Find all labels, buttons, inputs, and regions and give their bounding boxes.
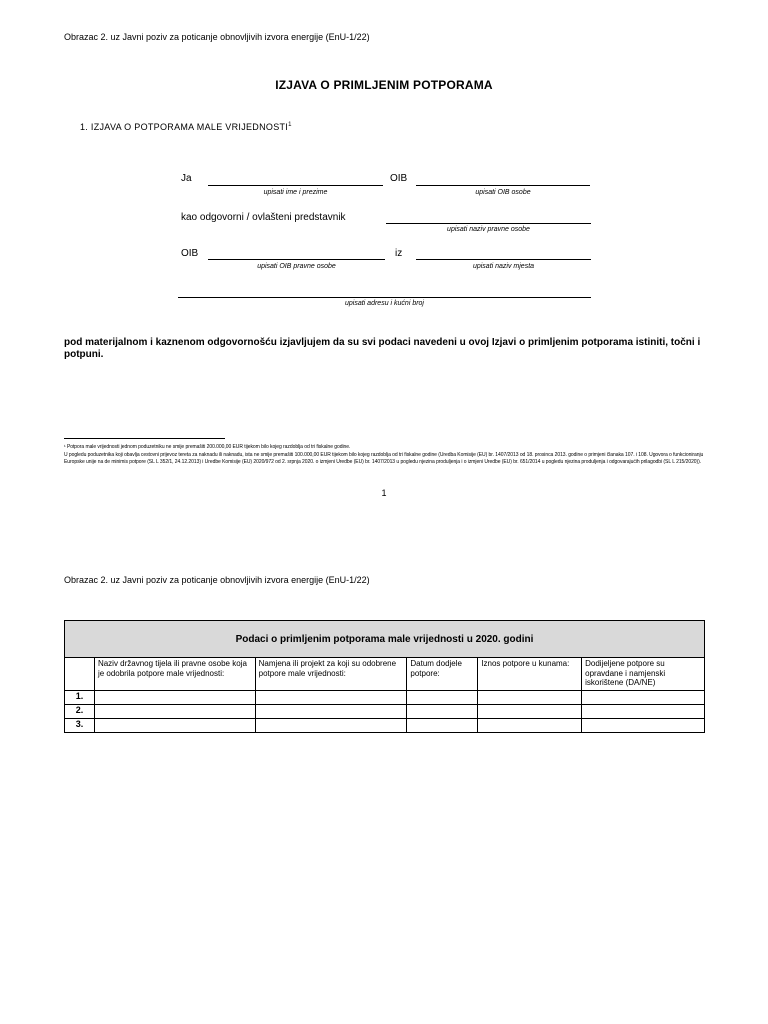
col-header-justified: Dodijeljene potpore su opravdane i namjenski iskorištene (DA/NE) xyxy=(582,658,705,691)
declaration-text: pod materijalnom i kaznenom odgovornošću izjavljujem da su svi podaci navedeni u ovoj Izjavi o primljenim potporama istiniti, točni i potpuni. xyxy=(64,337,701,360)
entity-oib-input-line[interactable] xyxy=(208,259,385,260)
table-row xyxy=(65,719,705,733)
place-hint: upisati naziv mjesta xyxy=(472,263,535,270)
footnote-separator xyxy=(64,438,225,439)
form-header-page2: Obrazac 2. uz Javni poziv za poticanje obnovljivih izvora energije (EnU-1/22) xyxy=(64,575,370,585)
cell-date[interactable] xyxy=(407,691,478,705)
table-row xyxy=(65,705,705,719)
iz-label: iz xyxy=(395,248,403,259)
col-header-authority: Naziv državnog tijela ili pravne osobe koja je odobrila potpore male vrijednosti: xyxy=(94,658,255,691)
cell-amount[interactable] xyxy=(478,705,582,719)
cell-authority[interactable] xyxy=(94,705,255,719)
page-title: IZJAVA O PRIMLJENIM POTPORAMA xyxy=(275,78,493,92)
cell-amount[interactable] xyxy=(478,691,582,705)
footnote-line-2: U pogledu poduzetnika koji obavlja cestovni prijevoz tereta za naknadu ili naknadu, ista ne smije premašiti 100.000,00 EUR tijekom bilo kojeg razdoblja od tri fiskalne godine (Uredba Komisije (EU) br. 1407/2013 od 18. prosinca 2013. godine o primjeni članaka 107. i 108. Ugovora o funkcioniranju Europske unije na de minimis potpore (SL L 352/1, 24.12.2013) i Uredbe Komisije (EU) 2020/972 od 2. srpnja 2020. o izmjeni Uredbe (EU) br. 1407/2013 u pogledu njezina produljenja i o izmjeni Uredbe (EU) br. 651/2014 u pogledu njezina produljenja i odgovarajućih prilagodbi (SL L 215/2020)). xyxy=(64,451,704,465)
name-hint: upisati ime i prezime xyxy=(263,189,328,196)
oib-input-line[interactable] xyxy=(416,185,590,186)
cell-authority[interactable] xyxy=(94,691,255,705)
table-title: Podaci o primljenim potporama male vrijednosti u 2020. godini xyxy=(65,621,705,658)
col-header-date: Datum dodjele potpore: xyxy=(407,658,478,691)
footnote-line-1: ¹ Potpora male vrijednosti jednom poduzetniku ne smije premašiti 200.000,00 EUR tijekom bilo kojeg razdoblja od tri fiskalne godine. xyxy=(64,444,351,450)
col-header-number xyxy=(65,658,95,691)
section-heading xyxy=(80,122,292,132)
address-hint: upisati adresu i kućni broj xyxy=(345,300,424,307)
aid-table xyxy=(64,620,705,733)
cell-amount[interactable] xyxy=(478,719,582,733)
cell-justified[interactable] xyxy=(582,705,705,719)
cell-purpose[interactable] xyxy=(255,705,407,719)
footnote-marker: 1 xyxy=(288,122,292,128)
oib2-label: OIB xyxy=(181,248,199,259)
footnote xyxy=(64,444,706,467)
table-row xyxy=(65,691,705,705)
row-number: 1. xyxy=(65,691,95,705)
col-header-amount: Iznos potpore u kunama: xyxy=(478,658,582,691)
col-header-purpose: Namjena ili projekt za koji su odobrene potpore male vrijednosti: xyxy=(255,658,407,691)
place-input-line[interactable] xyxy=(416,259,591,260)
form-header: Obrazac 2. uz Javni poziv za poticanje obnovljivih izvora energije (EnU-1/22) xyxy=(64,32,370,42)
oib-label: OIB xyxy=(390,173,408,184)
entity-oib-hint: upisati OIB pravne osobe xyxy=(257,263,336,270)
cell-purpose[interactable] xyxy=(255,719,407,733)
address-input-line[interactable] xyxy=(178,297,591,298)
cell-justified[interactable] xyxy=(582,691,705,705)
cell-justified[interactable] xyxy=(582,719,705,733)
representative-label: kao odgovorni / ovlašteni predstavnik xyxy=(181,212,346,223)
cell-date[interactable] xyxy=(407,705,478,719)
row-number: 3. xyxy=(65,719,95,733)
name-input-line[interactable] xyxy=(208,185,383,186)
ja-label: Ja xyxy=(181,173,192,184)
page-number: 1 xyxy=(381,488,387,498)
oib-hint: upisati OIB osobe xyxy=(475,189,531,196)
legal-entity-input-line[interactable] xyxy=(386,223,591,224)
table-header-row xyxy=(65,658,705,691)
legal-entity-hint: upisati naziv pravne osobe xyxy=(447,226,530,233)
cell-purpose[interactable] xyxy=(255,691,407,705)
row-number: 2. xyxy=(65,705,95,719)
section-heading-text: 1. IZJAVA O POTPORAMA MALE VRIJEDNOSTI xyxy=(80,122,289,132)
cell-authority[interactable] xyxy=(94,719,255,733)
cell-date[interactable] xyxy=(407,719,478,733)
